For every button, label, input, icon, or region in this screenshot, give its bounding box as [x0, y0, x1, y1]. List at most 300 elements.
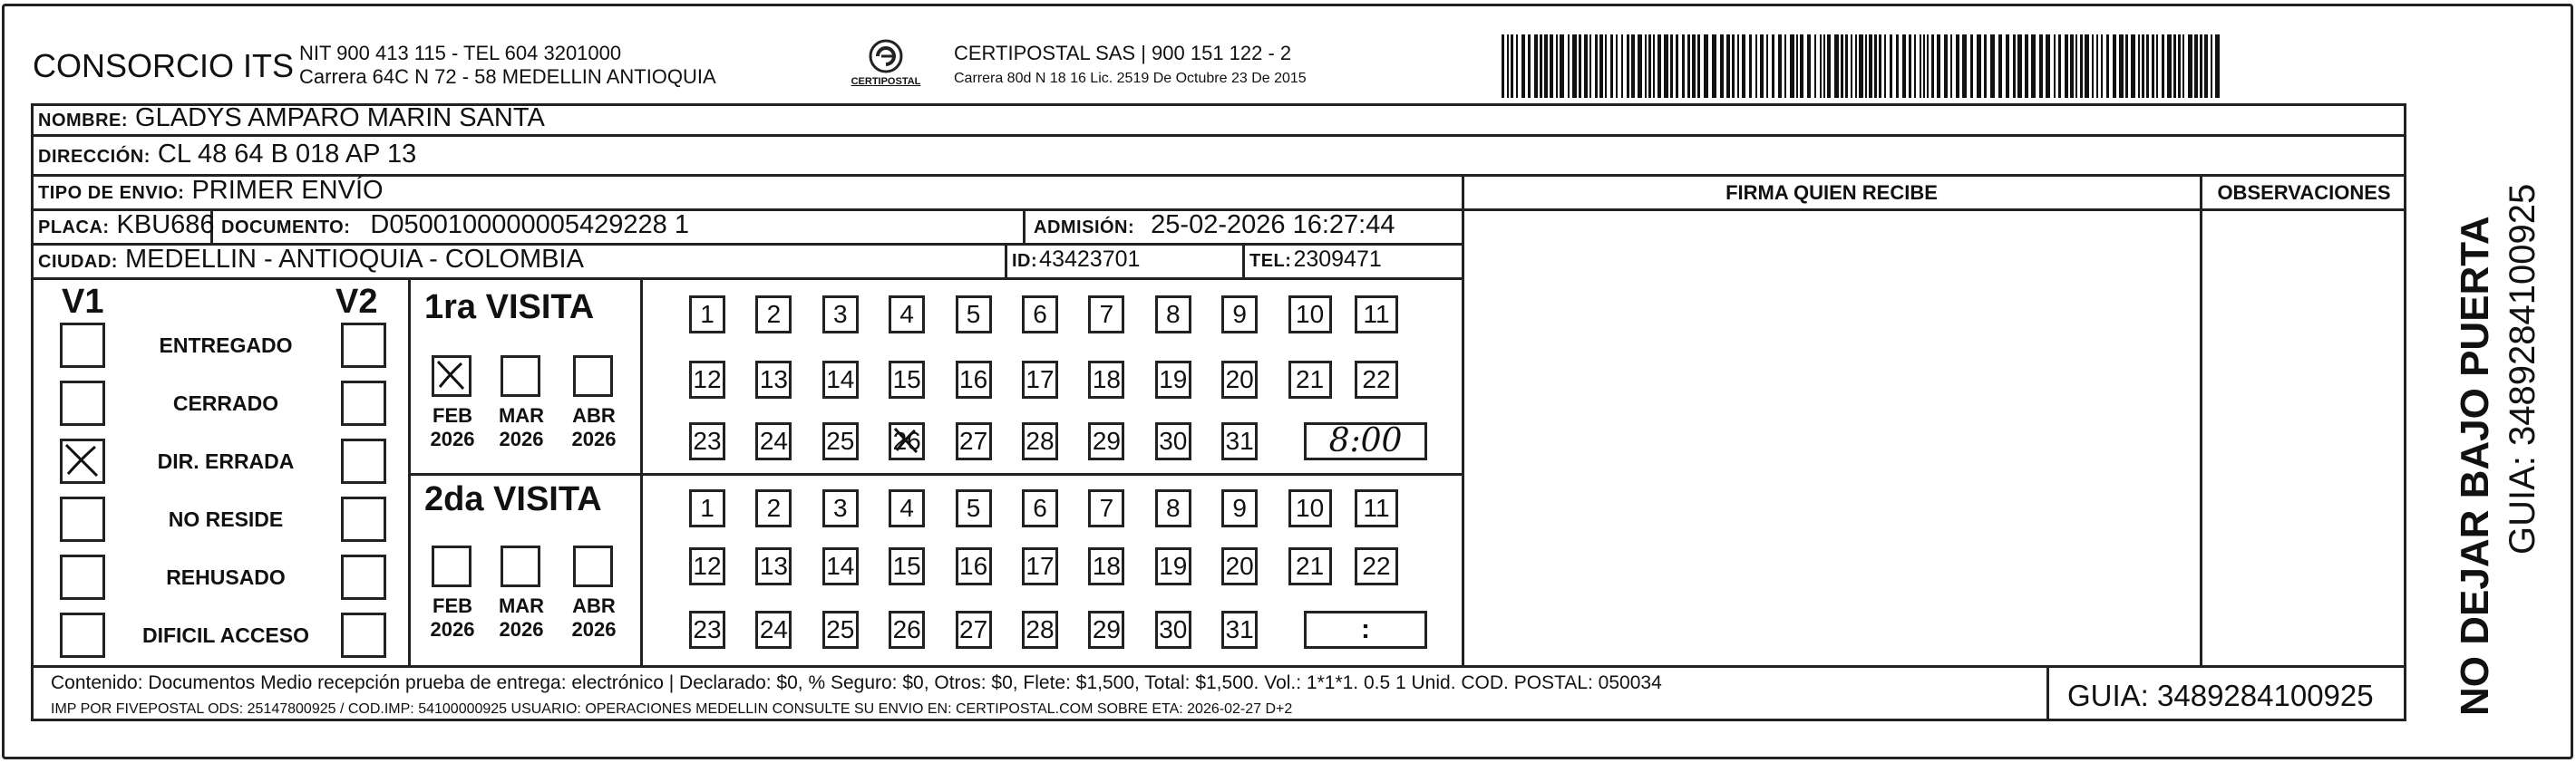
- visit1-day-number: 12: [693, 365, 722, 393]
- barcode-bar: [2085, 34, 2089, 98]
- visit2-day-box[interactable]: [956, 547, 992, 585]
- visit1-day-box[interactable]: [1155, 422, 1191, 460]
- visit1-day-number: 5: [966, 300, 981, 328]
- visit2-day-box[interactable]: [1221, 611, 1258, 649]
- visit1-time[interactable]: [1304, 422, 1427, 460]
- visit-divider: [408, 473, 1463, 476]
- visit1-month-name: MAR: [498, 404, 545, 427]
- visit2-day-number: 8: [1166, 494, 1181, 522]
- row-divider: [31, 174, 2406, 177]
- visit1-day-box[interactable]: [1288, 295, 1332, 333]
- barcode-bar: [2075, 34, 2077, 98]
- barcode-bar: [1902, 34, 1906, 98]
- barcode-bar: [1726, 34, 1730, 98]
- visit1-day-box[interactable]: [822, 295, 859, 333]
- company-name: CONSORCIO ITS: [33, 47, 295, 84]
- visit2-time-value: :: [1361, 614, 1370, 644]
- visit1-day-box[interactable]: [755, 295, 792, 333]
- visit2-day-number: 18: [1092, 552, 1121, 580]
- visit2-day-number: 3: [833, 494, 848, 522]
- visit1-day-box[interactable]: [689, 361, 725, 399]
- barcode-bar: [2204, 34, 2208, 98]
- company-address-line: Carrera 64C N 72 - 58 MEDELLIN ANTIOQUIA: [299, 65, 716, 88]
- visit2-day-box[interactable]: [956, 489, 992, 527]
- visit1-day-number: 13: [759, 365, 788, 393]
- barcode-bar: [2142, 34, 2144, 98]
- field-nombre: [38, 103, 545, 133]
- v2-checkbox[interactable]: [341, 613, 386, 658]
- visit1-month-checkbox[interactable]: [573, 355, 613, 397]
- visit2-month-checkbox[interactable]: [432, 546, 471, 587]
- visit2-month-year: 2026: [430, 618, 475, 641]
- visit1-day-number: 20: [1225, 365, 1254, 393]
- id-value: 43423701: [1039, 246, 1141, 272]
- barcode-bar: [1742, 34, 1745, 98]
- nombre-label: NOMBRE:: [38, 111, 129, 130]
- barcode-bar: [1760, 34, 1764, 98]
- visit2-day-box[interactable]: [1221, 547, 1258, 585]
- visit1-day-number: 15: [892, 365, 921, 393]
- status-label: ENTREGADO: [159, 333, 293, 357]
- col-divider: [1462, 174, 1464, 665]
- visit1-title: 1ra VISITA: [424, 288, 595, 326]
- visit1-day-number: 9: [1232, 300, 1247, 328]
- visit1-day-box[interactable]: [1022, 422, 1058, 460]
- barcode-bar: [2031, 34, 2036, 98]
- barcode-bar: [1670, 34, 1673, 98]
- visit1-day-number: 3: [833, 300, 848, 328]
- visit2-day-number: 19: [1159, 552, 1188, 580]
- field-id: [1012, 246, 1140, 273]
- v1-checkbox[interactable]: [60, 381, 105, 426]
- visit1-month-checkbox[interactable]: [501, 355, 540, 397]
- visit1-day-number: 27: [959, 427, 988, 455]
- visit2-day-number: 24: [759, 615, 788, 643]
- status-label: DIR. ERRADA: [157, 449, 295, 473]
- barcode-bar: [1962, 34, 1967, 98]
- visit2-day-number: 25: [826, 615, 855, 643]
- barcode-bar: [1540, 34, 1542, 98]
- footer-content-line: Contenido: Documentos Medio recepción prueba de entrega: electrónico | Declarado: $0, % Seguro: $0, Otros: $0, Flete: $1,500, Total: $1,500. Vol.: 1*1*1. 0.5 1 Unid. COD. POSTAL: 050034: [51, 672, 1662, 693]
- barcode-bar: [2025, 34, 2028, 98]
- admision-label: ADMISIÓN:: [1034, 217, 1135, 237]
- visit2-day-box[interactable]: [1088, 611, 1124, 649]
- barcode-bar: [2138, 34, 2140, 98]
- col-divider: [2200, 174, 2202, 665]
- visit2-month-label: [562, 594, 626, 642]
- v2-checkbox[interactable]: [341, 497, 386, 542]
- visit1-day-box[interactable]: [689, 422, 725, 460]
- visit1-day-number: 17: [1026, 365, 1055, 393]
- visit1-day-box[interactable]: [1088, 422, 1124, 460]
- visit2-month-name: FEB: [433, 594, 472, 617]
- visit1-month-label: [562, 404, 626, 451]
- barcode-bar: [2106, 34, 2109, 98]
- barcode-bar: [1610, 34, 1613, 98]
- visit2-day-number: 10: [1296, 494, 1325, 522]
- status-label: CERRADO: [172, 391, 279, 415]
- barcode-bar: [1572, 34, 1577, 98]
- barcode-bar: [1970, 34, 1973, 98]
- barcode-bar: [2039, 34, 2043, 98]
- direccion-value: CL 48 64 B 018 AP 13: [157, 140, 417, 169]
- visit2-day-box[interactable]: [822, 611, 859, 649]
- barcode-bar: [1682, 34, 1685, 98]
- barcode-bar: [2006, 34, 2009, 98]
- visit1-day-box[interactable]: [889, 361, 925, 399]
- barcode-bar: [1823, 34, 1825, 98]
- visit1-day-box[interactable]: [822, 361, 859, 399]
- visit2-day-box[interactable]: [1155, 547, 1191, 585]
- v2-header: V2: [335, 283, 378, 321]
- visit2-day-box[interactable]: [689, 489, 725, 527]
- barcode-bar: [1800, 34, 1803, 98]
- field-direccion: [38, 140, 416, 169]
- barcode-bar: [2162, 34, 2164, 98]
- visit1-day-number: 28: [1026, 427, 1055, 455]
- visit1-day-box[interactable]: [1221, 295, 1258, 333]
- visit1-day-box[interactable]: [689, 295, 725, 333]
- barcode-bar: [1944, 34, 1948, 98]
- barcode-bar: [1923, 34, 1925, 98]
- row-divider: [31, 277, 1463, 280]
- visit2-day-number: 16: [959, 552, 988, 580]
- visit2-day-number: 11: [1363, 494, 1390, 522]
- visit2-month-name: ABR: [572, 594, 616, 617]
- barcode-bar: [1772, 34, 1774, 98]
- barcode-bar: [1834, 34, 1839, 98]
- nombre-value: GLADYS AMPARO MARIN SANTA: [135, 103, 545, 132]
- barcode-bar: [1855, 34, 1857, 98]
- barcode-bar: [2070, 34, 2074, 98]
- direccion-label: DIRECCIÓN:: [38, 147, 151, 167]
- barcode-bar: [1784, 34, 1786, 98]
- field-admision: [1034, 210, 1395, 240]
- barcode-bar: [1737, 34, 1739, 98]
- barcode-bar: [1879, 34, 1881, 98]
- barcode-bar: [1507, 34, 1509, 98]
- visit1-day-box[interactable]: [755, 361, 792, 399]
- placa-value: KBU686: [116, 210, 215, 239]
- id-label: ID:: [1012, 251, 1038, 271]
- visit1-day-box[interactable]: [956, 295, 992, 333]
- v1-checkbox[interactable]: [60, 323, 105, 368]
- barcode-bar: [1595, 34, 1598, 98]
- barcode-bar: [2194, 34, 2198, 98]
- barcode-bar: [2058, 34, 2061, 98]
- barcode-bar: [1790, 34, 1794, 98]
- tel-value: 2309471: [1293, 246, 1382, 272]
- visit2-day-number: 14: [826, 552, 855, 580]
- v1-checkbox[interactable]: [60, 555, 105, 600]
- barcode-bar: [1977, 34, 1981, 98]
- visit2-day-box[interactable]: [1288, 489, 1332, 527]
- visit2-month-year: 2026: [499, 618, 544, 641]
- status-label: REHUSADO: [166, 565, 286, 589]
- visit2-month-checkbox[interactable]: [573, 546, 613, 587]
- v1-header: V1: [62, 283, 104, 321]
- visit1-day-box[interactable]: [1088, 295, 1124, 333]
- visit2-day-box[interactable]: [889, 489, 925, 527]
- barcode-bar: [1653, 34, 1655, 98]
- logo-caption: CERTIPOSTAL: [851, 76, 921, 87]
- visit1-day-number: 21: [1296, 365, 1325, 393]
- visit2-day-number: 22: [1362, 552, 1391, 580]
- visit2-day-box[interactable]: [956, 611, 992, 649]
- guia-box: [2046, 665, 2406, 721]
- visit1-day-box[interactable]: [889, 422, 925, 460]
- barcode-bar: [2152, 34, 2154, 98]
- barcode-bar: [1865, 34, 1867, 98]
- visit1-day-box[interactable]: [956, 361, 992, 399]
- visit2-day-box[interactable]: [755, 611, 792, 649]
- visit1-day-number: 1: [700, 300, 714, 328]
- barcode-bar: [2167, 34, 2172, 98]
- visit2-day-box[interactable]: [1288, 547, 1332, 585]
- visit1-day-box[interactable]: [1221, 422, 1258, 460]
- visit2-day-number: 4: [899, 494, 914, 522]
- field-placa: [38, 210, 215, 240]
- visit1-day-box[interactable]: [1355, 361, 1398, 399]
- barcode-bar: [2101, 34, 2103, 98]
- visit2-day-box[interactable]: [755, 547, 792, 585]
- barcode-bar: [1616, 34, 1618, 98]
- visit2-day-number: 2: [766, 494, 782, 522]
- barcode-bar: [1841, 34, 1843, 98]
- field-ciudad: [38, 245, 584, 275]
- visit2-day-box[interactable]: [1155, 489, 1191, 527]
- barcode-bar: [1521, 34, 1525, 98]
- visit1-day-number: 26: [892, 427, 921, 455]
- barcode-bar: [2215, 34, 2220, 98]
- visit1-day-number: 2: [766, 300, 782, 328]
- barcode-bar: [1556, 34, 1558, 98]
- visit2-day-box[interactable]: [1022, 611, 1058, 649]
- row-divider: [31, 134, 2406, 137]
- visit2-day-number: 5: [966, 494, 981, 522]
- visit2-day-number: 26: [892, 615, 921, 643]
- ciudad-label: CIUDAD:: [38, 252, 118, 272]
- visit1-day-box[interactable]: [1221, 361, 1258, 399]
- visit2-day-box[interactable]: [889, 547, 925, 585]
- barcode-bar: [1732, 34, 1735, 98]
- courier-license-line: Carrera 80d N 18 16 Lic. 2519 De Octubre 23 De 2015: [954, 71, 1307, 86]
- visit1-day-box[interactable]: [956, 422, 992, 460]
- visit2-day-box[interactable]: [1088, 547, 1124, 585]
- barcode-bar: [1605, 34, 1607, 98]
- barcode-bar: [1579, 34, 1581, 98]
- barcode-bar: [2096, 34, 2098, 98]
- visit1-day-number: 7: [1099, 300, 1114, 328]
- visit1-day-box[interactable]: [1288, 361, 1332, 399]
- visit2-day-box[interactable]: [1355, 547, 1398, 585]
- barcode-bar: [1874, 34, 1877, 98]
- visit1-day-number: 19: [1159, 365, 1188, 393]
- visit1-month-year: 2026: [430, 428, 475, 450]
- barcode-bar: [2125, 34, 2128, 98]
- barcode-bar: [2065, 34, 2068, 98]
- barcode-bar: [1914, 34, 1916, 98]
- barcode-bar: [1664, 34, 1668, 98]
- barcode-bar: [1956, 34, 1959, 98]
- visit1-day-number: 10: [1296, 300, 1325, 328]
- barcode-bar: [1544, 34, 1548, 98]
- visit1-day-box[interactable]: [1022, 295, 1058, 333]
- barcode-bar: [1584, 34, 1588, 98]
- barcode-bar: [1755, 34, 1757, 98]
- barcode-bar: [1851, 34, 1852, 98]
- visit2-day-box[interactable]: [822, 547, 859, 585]
- barcode-bar: [2188, 34, 2192, 98]
- ciudad-value: MEDELLIN - ANTIOQUIA - COLOMBIA: [124, 245, 584, 274]
- visit2-day-box[interactable]: [822, 489, 859, 527]
- visit1-month-label: [490, 404, 553, 451]
- visit2-day-box[interactable]: [1022, 489, 1058, 527]
- barcode-bar: [1859, 34, 1863, 98]
- barcode-bar: [1927, 34, 1929, 98]
- barcode-bar: [1511, 34, 1513, 98]
- barcode-bar: [1676, 34, 1678, 98]
- barcode-bar: [2017, 34, 2022, 98]
- field-tel: [1249, 246, 1382, 273]
- barcode-bar: [1534, 34, 1538, 98]
- visit2-day-number: 9: [1232, 494, 1247, 522]
- barcode-bar: [1638, 34, 1642, 98]
- footer-print-line: IMP POR FIVEPOSTAL ODS: 25147800925 / COD.IMP: 54100000925 USUARIO: OPERACIONES MEDELLIN CONSULTE SU ENVIO EN: CERTIPOSTAL.COM SOBRE ETA: 2026-02-27 D+2: [51, 701, 1293, 717]
- visit2-day-number: 17: [1026, 552, 1055, 580]
- visit1-day-box[interactable]: [1022, 361, 1058, 399]
- visit2-title: 2da VISITA: [424, 480, 602, 518]
- placa-label: PLACA:: [38, 217, 110, 237]
- field-divider: [1023, 208, 1026, 243]
- barcode-bar: [1814, 34, 1816, 98]
- barcode-bar: [2131, 34, 2135, 98]
- barcode-bar: [2173, 34, 2176, 98]
- barcode-bar: [1937, 34, 1940, 98]
- barcode-bar: [1845, 34, 1848, 98]
- visit2-day-box[interactable]: [889, 611, 925, 649]
- visit1-day-box[interactable]: [1155, 361, 1191, 399]
- barcode-bar: [1890, 34, 1892, 98]
- barcode-bar: [1502, 34, 1504, 98]
- visit2-month-year: 2026: [571, 618, 617, 641]
- visit2-month-label: [490, 594, 553, 642]
- guia-number: GUIA: 3489284100925: [2067, 679, 2374, 712]
- field-documento: [221, 210, 689, 240]
- barcode-bar: [1896, 34, 1899, 98]
- barcode-bar: [1749, 34, 1752, 98]
- side-guia-number: GUIA: 3489284100925: [2503, 183, 2542, 555]
- field-divider: [1005, 243, 1007, 277]
- visit1-day-box[interactable]: [1355, 295, 1398, 333]
- barcode-bar: [1766, 34, 1768, 98]
- visit1-day-box[interactable]: [1155, 295, 1191, 333]
- visit1-month-checkbox[interactable]: [432, 355, 471, 397]
- barcode-bar: [1778, 34, 1782, 98]
- v2-checkbox[interactable]: [341, 323, 386, 368]
- visit2-day-box[interactable]: [1355, 489, 1398, 527]
- barcode-bar: [1827, 34, 1831, 98]
- visit2-day-box[interactable]: [1221, 489, 1258, 527]
- visit1-day-box[interactable]: [822, 422, 859, 460]
- v1-checkbox[interactable]: [60, 613, 105, 658]
- visit1-day-number: 14: [826, 365, 855, 393]
- visit2-day-number: 13: [759, 552, 788, 580]
- visit2-time[interactable]: [1304, 611, 1427, 649]
- v2-checkbox[interactable]: [341, 555, 386, 600]
- barcode-bar: [1998, 34, 2002, 98]
- visit2-day-box[interactable]: [1022, 547, 1058, 585]
- visit2-day-number: 15: [892, 552, 921, 580]
- visit2-day-box[interactable]: [1155, 611, 1191, 649]
- barcode-bar: [1631, 34, 1635, 98]
- visit2-day-number: 29: [1092, 615, 1121, 643]
- visit1-day-number: 18: [1092, 365, 1121, 393]
- barcode-bar: [1869, 34, 1872, 98]
- barcode-bar: [1920, 34, 1921, 98]
- v1-checkbox[interactable]: [60, 497, 105, 542]
- visit1-day-number: 16: [959, 365, 988, 393]
- tel-label: TEL:: [1249, 251, 1292, 271]
- status-label: NO RESIDE: [168, 507, 284, 531]
- barcode-bar: [1687, 34, 1690, 98]
- v1-checkbox[interactable]: [60, 439, 105, 484]
- visit2-month-checkbox[interactable]: [501, 546, 540, 587]
- tipo-label: TIPO DE ENVIO:: [38, 183, 185, 203]
- barcode: [1502, 34, 2227, 98]
- visit2-day-box[interactable]: [1088, 489, 1124, 527]
- barcode-bar: [1589, 34, 1591, 98]
- v2-checkbox[interactable]: [341, 381, 386, 426]
- admision-value: 25-02-2026 16:27:44: [1151, 210, 1395, 239]
- visit1-time-value: 8:00: [1328, 422, 1403, 459]
- barcode-bar: [1884, 34, 1886, 98]
- visit1-day-box[interactable]: [755, 422, 792, 460]
- visit1-month-year: 2026: [499, 428, 544, 450]
- barcode-bar: [1516, 34, 1518, 98]
- barcode-bar: [1550, 34, 1553, 98]
- visit1-day-box[interactable]: [889, 295, 925, 333]
- visit1-day-number: 22: [1362, 365, 1391, 393]
- field-tipo-envio: [38, 176, 384, 206]
- visit2-day-number: 1: [700, 494, 714, 522]
- barcode-bar: [1931, 34, 1934, 98]
- v2-checkbox[interactable]: [341, 439, 386, 484]
- visit2-day-box[interactable]: [755, 489, 792, 527]
- courier-line: CERTIPOSTAL SAS | 900 151 122 - 2: [954, 42, 1292, 64]
- barcode-bar: [2156, 34, 2158, 98]
- barcode-bar: [1720, 34, 1724, 98]
- visit1-day-box[interactable]: [1088, 361, 1124, 399]
- barcode-bar: [1648, 34, 1651, 98]
- barcode-bar: [1621, 34, 1623, 98]
- visit1-month-name: FEB: [433, 404, 472, 427]
- barcode-bar: [2080, 34, 2083, 98]
- no-dejar-bajo-puerta-label: NO DEJAR BAJO PUERTA: [2453, 216, 2497, 716]
- barcode-bar: [1950, 34, 1952, 98]
- visit2-day-number: 30: [1159, 615, 1188, 643]
- barcode-bar: [2182, 34, 2184, 98]
- visit1-day-number: 8: [1166, 300, 1181, 328]
- visit2-day-box[interactable]: [689, 547, 725, 585]
- barcode-bar: [2178, 34, 2181, 98]
- visit2-day-box[interactable]: [689, 611, 725, 649]
- visit1-day-number: 4: [899, 300, 914, 328]
- visit2-day-number: 31: [1225, 615, 1254, 643]
- visit-divider-v: [640, 277, 643, 665]
- visit1-day-number: 25: [826, 427, 855, 455]
- barcode-bar: [1627, 34, 1629, 98]
